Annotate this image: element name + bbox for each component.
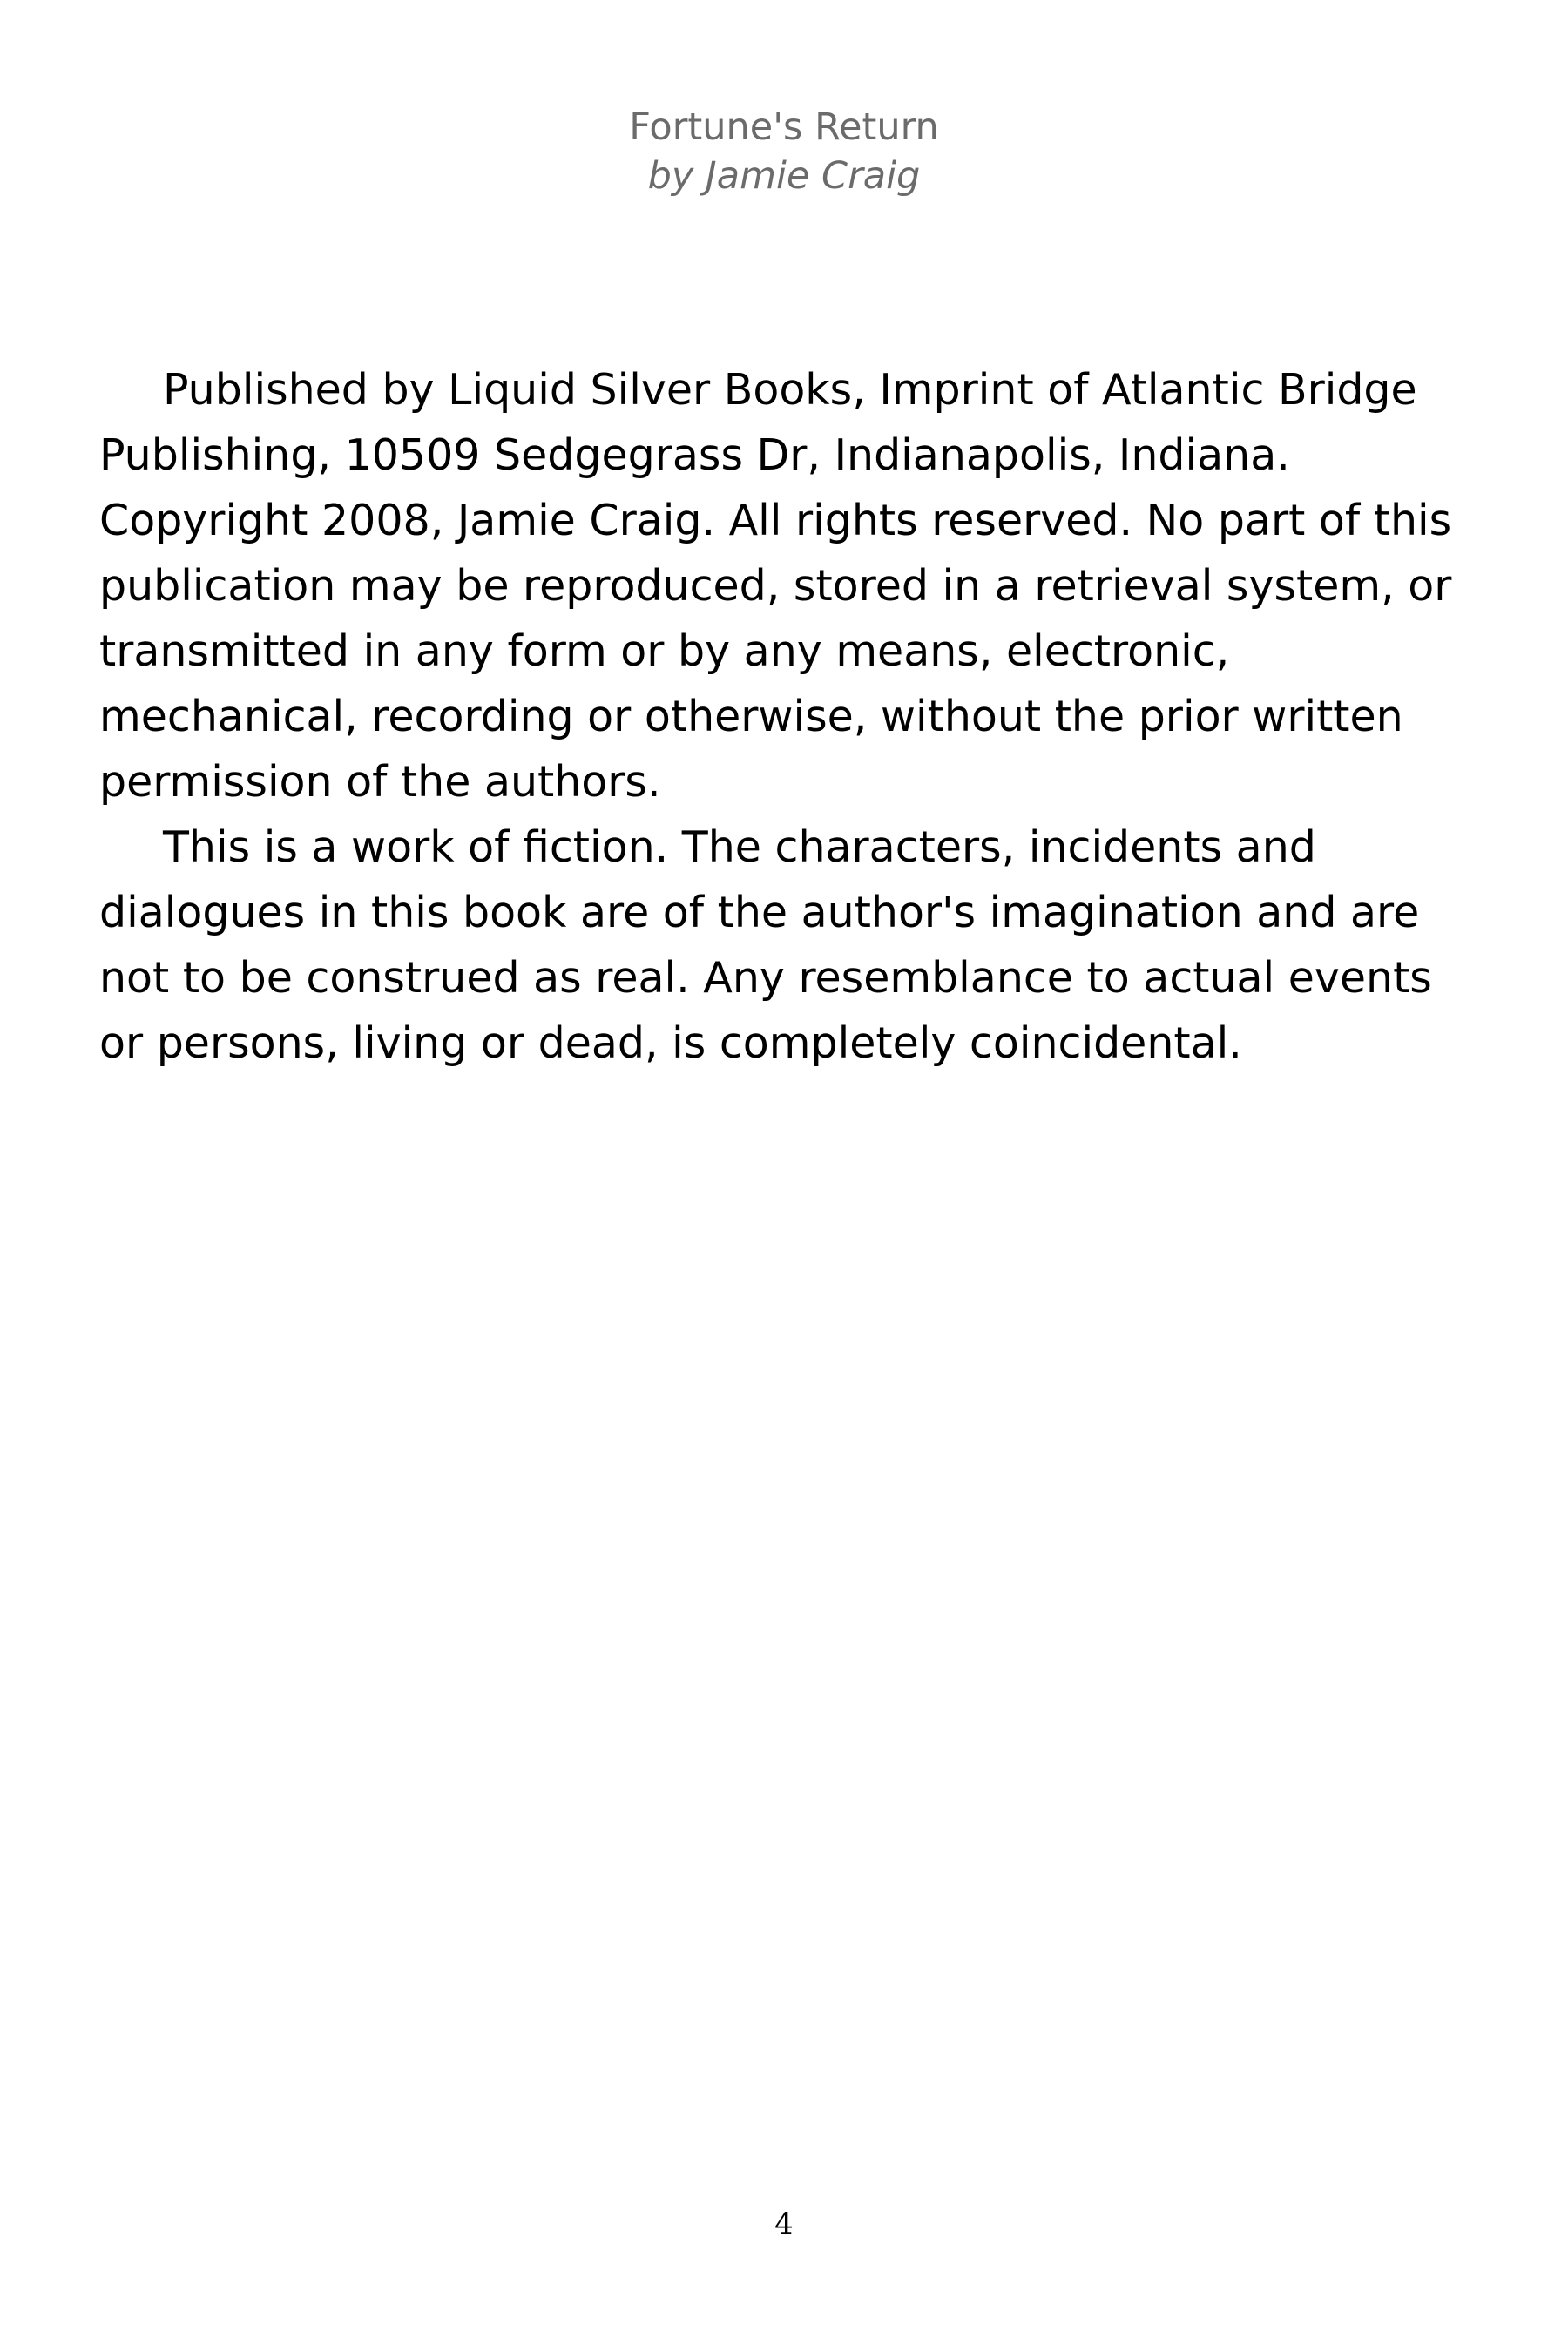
book-title: Fortune's Return bbox=[629, 105, 939, 149]
book-author: by Jamie Craig bbox=[647, 154, 921, 198]
running-header bbox=[0, 103, 1568, 200]
publisher-paragraph: Published by Liquid Silver Books, Imprint of Atlantic Bridge Publishing, 10509 Sedgegrass Dr, Indianapolis, Indiana. Copyright 2008, Jamie Craig. All rights reserved. No part of this publication may be reproduced, stored in a retrieval system, or transmitted in any form or by any means, electronic, mechanical, recording or otherwise, without the prior written permission of the authors. bbox=[99, 365, 1452, 807]
page-number: 4 bbox=[774, 2207, 794, 2241]
fiction-disclaimer-paragraph: This is a work of fiction. The characters, incidents and dialogues in this book are of the author's imagination and are not to be construed as real. Any resemblance to actual events or persons, living or dead, is completely coincidental. bbox=[99, 822, 1432, 1068]
copyright-notice bbox=[99, 357, 1484, 1076]
